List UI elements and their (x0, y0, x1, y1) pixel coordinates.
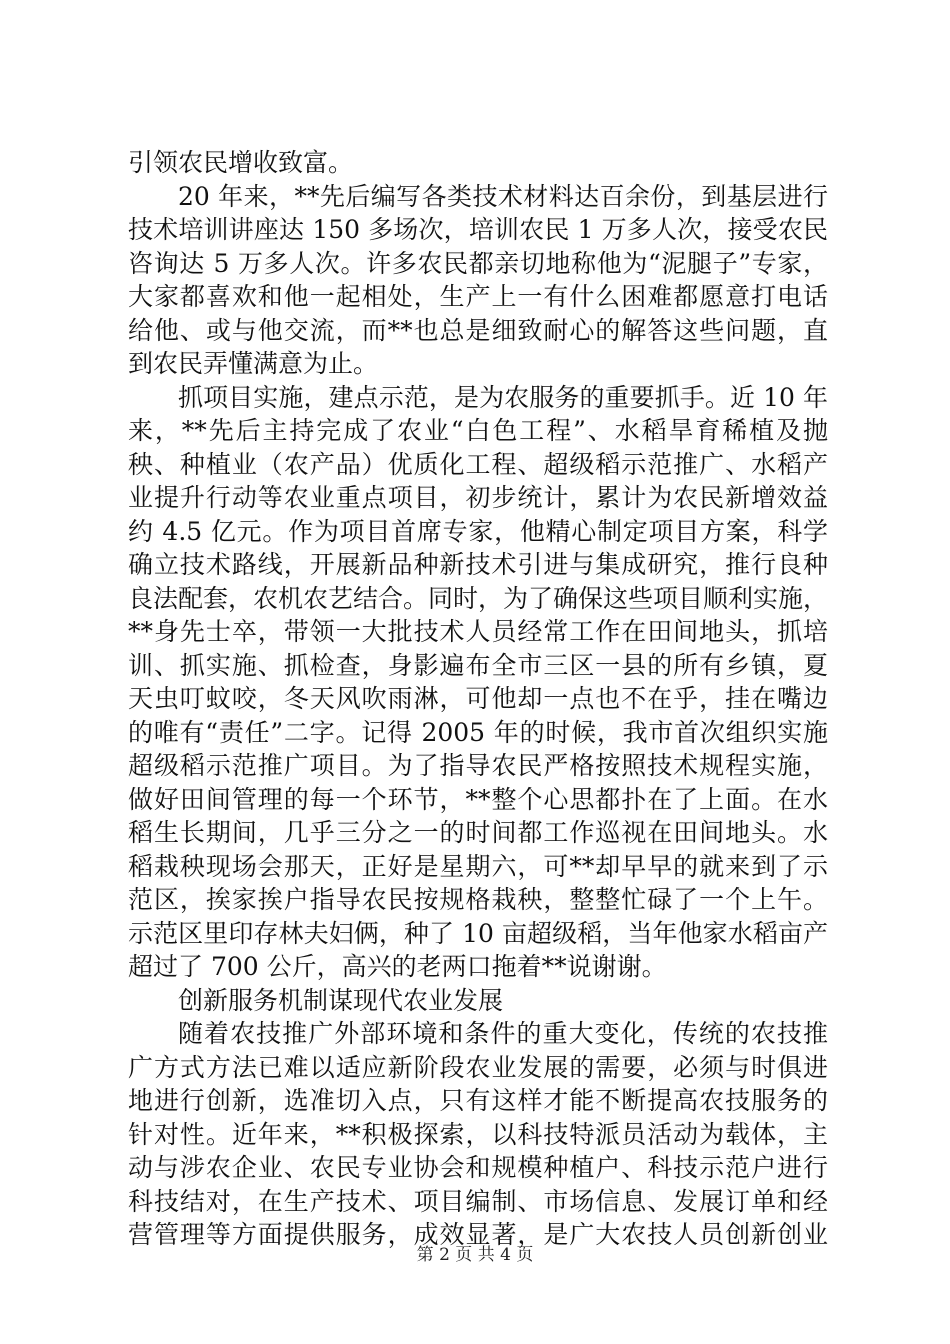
text-line: 来，**先后主持完成了农业“白色工程”、水稻旱育稀植及抛 (128, 416, 828, 445)
paragraph (128, 1017, 828, 1252)
text-line: 秧、种植业（农产品）优质化工程、超级稻示范推广、水稻产 (128, 449, 828, 479)
text-line: 20 年来，**先后编写各类技术材料达百余份，到基层进行 (178, 181, 828, 211)
text-line: 到农民弄懂满意为止。 (128, 349, 379, 378)
text-line: 做好田间管理的每一个环节，**整个心思都扑在了上面。在水 (128, 784, 828, 814)
text-line: 稻生长期间，几乎三分之一的时间都工作巡视在田间地头。水 (128, 818, 828, 847)
text-line: 范区，挨家挨户指导农民按规格栽秧，整整忙碌了一个上午。 (128, 885, 828, 914)
text-line: 示范区里印存林夫妇俩，种了 10 亩超级稻，当年他家水稻亩产 (128, 918, 828, 948)
paragraph (128, 180, 828, 381)
text-line: 给他、或与他交流，而**也总是细致耐心的解答这些问题，直 (128, 315, 828, 345)
text-line: 大家都喜欢和他一起相处，生产上一有什么困难都愿意打电话 (128, 282, 828, 311)
text-line: 技术培训讲座达 150 多场次，培训农民 1 万多人次，接受农民 (128, 215, 828, 244)
text-line: 天虫叮蚊咬，冬天风吹雨淋，可他却一点也不在乎，挂在嘴边 (128, 684, 828, 713)
text-line: 的唯有“责任”二字。记得 2005 年的时候，我市首次组织实施 (128, 717, 828, 747)
text-line: 地进行创新，选准切入点，只有这样才能不断提高农技服务的 (128, 1086, 828, 1115)
text-line: 广方式方法已难以适应新阶段农业发展的需要，必须与时俱进 (128, 1052, 828, 1082)
paragraph (128, 146, 828, 180)
text-line: 确立技术路线，开展新品种新技术引进与集成研究，推行良种 (128, 550, 828, 579)
text-line: 抓项目实施，建点示范，是为农服务的重要抓手。近 10 年 (178, 382, 828, 412)
text-line: 业提升行动等农业重点项目，初步统计，累计为农民新增效益 (128, 483, 828, 512)
page-number-footer: 第 2 页 共 4 页 (416, 1245, 534, 1265)
text-line: 超级稻示范推广项目。为了指导农民严格按照技术规程实施， (128, 751, 828, 780)
section-heading (128, 984, 828, 1018)
section-heading-text: 创新服务机制谋现代农业发展 (178, 985, 504, 1015)
document-body (128, 146, 828, 1252)
text-line: 针对性。近年来，**积极探索，以科技特派员活动为载体，主 (128, 1119, 828, 1149)
text-line: 良法配套，农机农艺结合。同时，为了确保这些项目顺利实施， (128, 583, 829, 613)
text-line: 稻栽秧现场会那天，正好是星期六，可**却早早的就来到了示 (128, 851, 828, 881)
text-line: **身先士卒，带领一大批技术人员经常工作在田间地头，抓培 (128, 617, 828, 646)
text-line: 训、抓实施、抓检查，身影遍布全市三区一县的所有乡镇，夏 (128, 650, 828, 680)
text-line: 引领农民增收致富。 (128, 148, 354, 177)
text-line: 科技结对，在生产技术、项目编制、市场信息、发展订单和经 (128, 1186, 828, 1216)
text-line: 超过了 700 公斤，高兴的老两口拖着**说谢谢。 (128, 952, 667, 981)
paragraph (128, 381, 828, 984)
text-line: 咨询达 5 万多人次。许多农民都亲切地称他为“泥腿子”专家， (128, 248, 828, 278)
text-line: 随着农技推广外部环境和条件的重大变化，传统的农技推 (178, 1019, 828, 1048)
text-line: 动与涉农企业、农民专业协会和规模种植户、科技示范户进行 (128, 1153, 828, 1182)
text-line: 约 4.5 亿元。作为项目首席专家，他精心制定项目方案，科学 (128, 516, 828, 546)
text-line: 营管理等方面提供服务，成效显著，是广大农技人员创新创业 (128, 1220, 828, 1249)
